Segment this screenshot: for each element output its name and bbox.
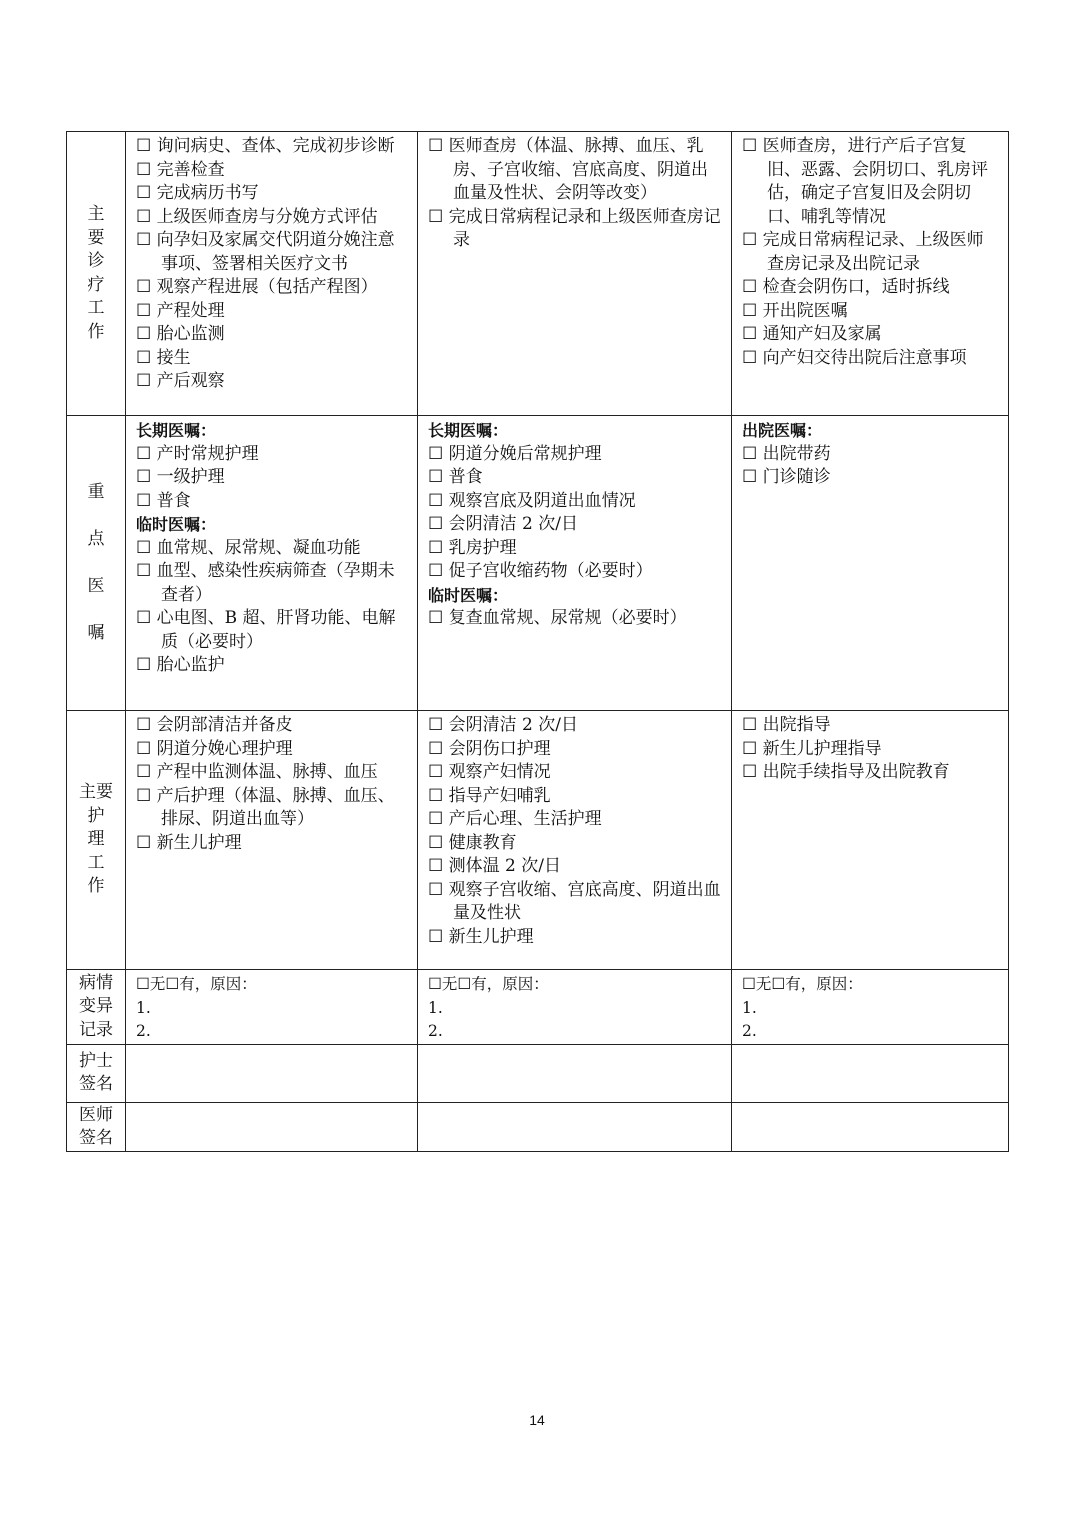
checklist-item[interactable]: ☐ 产后护理（体温、脉搏、血压、排尿、阴道出血等） [136, 785, 395, 829]
cell-col-1 [126, 970, 418, 1045]
variance-reason-line[interactable]: 2. [742, 1022, 757, 1040]
checklist-item[interactable]: ☐ 完善检查 [136, 159, 225, 180]
order-section-heading: 临时医嘱： [428, 585, 509, 605]
checklist-item[interactable]: ☐ 产时常规护理 [136, 443, 259, 464]
checklist-item[interactable]: ☐ 出院带药 [742, 443, 831, 464]
cell-col-3 [732, 416, 1009, 711]
checklist-item[interactable]: ☐ 普食 [428, 467, 483, 487]
signature-cell[interactable] [418, 1044, 732, 1102]
row-label-char: 嘱 [87, 623, 105, 643]
row-label [67, 1102, 126, 1151]
row-nurse-signature [67, 1044, 1009, 1102]
variance-reason-line[interactable]: 1. [742, 998, 757, 1017]
checklist-item[interactable]: ☐ 接生 [136, 347, 191, 368]
variance-checkbox-line[interactable]: ☐无☐有，原因： [742, 975, 863, 993]
checklist-item[interactable]: ☐ 完成病历书写 [136, 183, 259, 203]
row-label-char: 工 [87, 852, 105, 873]
checklist [732, 419, 1008, 490]
variance-lines [732, 973, 1008, 1044]
checklist-item[interactable]: ☐ 新生儿护理 [428, 926, 534, 947]
checklist-item[interactable]: ☐ 检查会阴伤口，适时拆线 [742, 277, 950, 297]
checklist-item[interactable]: ☐ 观察产妇情况 [428, 762, 551, 782]
cell-col-3 [732, 970, 1009, 1045]
checklist-item[interactable]: ☐ 产程处理 [136, 300, 225, 321]
row-label-text [88, 469, 105, 657]
row-label-char: 医 [87, 576, 105, 596]
variance-reason-line[interactable]: 1. [428, 998, 443, 1017]
signature-cell[interactable] [126, 1102, 418, 1151]
row-label [67, 1044, 126, 1102]
row-label [67, 711, 126, 970]
row-label-char: 疗 [87, 274, 105, 295]
cell-col-2 [418, 711, 732, 970]
checklist-item[interactable]: ☐ 新生儿护理 [136, 832, 242, 853]
checklist-item[interactable]: ☐ 乳房护理 [428, 537, 517, 558]
row-label-char: 重 [87, 482, 105, 502]
checklist-item[interactable]: ☐ 胎心监护 [136, 655, 225, 675]
checklist-item[interactable]: ☐ 新生儿护理指导 [742, 738, 882, 759]
row-main-nursing [67, 711, 1009, 970]
row-label-char: 护 [87, 805, 105, 826]
row-label-char: 病情 [79, 972, 113, 993]
checklist-item[interactable]: ☐ 一级护理 [136, 467, 225, 487]
checklist-item[interactable]: ☐ 门诊随诊 [742, 467, 831, 487]
checklist-item[interactable]: ☐ 观察子宫收缩、宫底高度、阴道出血量及性状 [428, 879, 721, 923]
row-label [67, 970, 126, 1045]
row-label-char: 诊 [87, 251, 105, 271]
cell-col-1 [126, 416, 418, 711]
checklist-item[interactable]: ☐ 医师查房（体温、脉搏、血压、乳房、子宫收缩、宫底高度、阴道出血量及性状、会阴等改变） [428, 136, 708, 203]
row-label [67, 132, 126, 416]
checklist-item[interactable]: ☐ 产程中监测体温、脉搏、血压 [136, 762, 378, 782]
checklist-item[interactable]: ☐ 完成日常病程记录和上级医师查房记录 [428, 206, 721, 250]
signature-cell[interactable] [126, 1044, 418, 1102]
row-label-text [88, 203, 105, 344]
checklist [126, 135, 417, 394]
checklist-item[interactable]: ☐ 向孕妇及家属交代阴道分娩注意事项、签署相关医疗文书 [136, 230, 395, 274]
row-variance-record [67, 970, 1009, 1045]
variance-reason-line[interactable]: 2. [136, 1022, 151, 1040]
row-label-text [79, 972, 113, 1043]
row-label-char: 点 [87, 529, 105, 549]
checklist [418, 135, 731, 253]
checklist-item[interactable]: ☐ 会阴清洁 2 次/日 [428, 514, 578, 534]
row-label-char: 理 [87, 829, 105, 850]
cell-col-2 [418, 132, 732, 416]
checklist [126, 419, 417, 678]
row-label-char: 变异 [79, 996, 113, 1016]
variance-lines [126, 973, 417, 1044]
checklist-item[interactable]: ☐ 询问病史、查体、完成初步诊断 [136, 136, 395, 156]
row-label-char: 作 [87, 321, 105, 342]
checklist-item[interactable]: ☐ 胎心监测 [136, 324, 225, 344]
checklist-item[interactable]: ☐ 产后观察 [136, 371, 225, 391]
checklist-item[interactable]: ☐ 指导产妇哺乳 [428, 785, 551, 806]
row-doctor-signature [67, 1102, 1009, 1151]
checklist-item[interactable]: ☐ 观察宫底及阴道出血情况 [428, 490, 636, 511]
checklist-item[interactable]: ☐ 促子宫收缩药物（必要时） [428, 561, 653, 581]
cell-col-2 [418, 416, 732, 711]
signature-cell[interactable] [732, 1102, 1009, 1151]
row-label-char: 主 [87, 204, 105, 224]
checklist-item[interactable]: ☐ 开出院医嘱 [742, 300, 848, 321]
signature-cell[interactable] [418, 1102, 732, 1151]
row-label [67, 416, 126, 711]
checklist-item[interactable]: ☐ 观察产程进展（包括产程图） [136, 277, 378, 297]
checklist-item[interactable]: ☐ 阴道分娩后常规护理 [428, 443, 602, 464]
checklist-item[interactable]: ☐ 普食 [136, 490, 191, 511]
row-main-treatment [67, 132, 1009, 416]
row-key-orders [67, 416, 1009, 711]
row-label-char: 作 [87, 876, 105, 897]
order-section-heading: 临时医嘱： [136, 515, 217, 534]
checklist-item[interactable]: ☐ 会阴部清洁并备皮 [136, 715, 293, 735]
checklist-item[interactable]: ☐ 向产妇交待出院后注意事项 [742, 347, 967, 368]
variance-checkbox-line[interactable]: ☐无☐有，原因： [428, 975, 549, 993]
row-label-char: 护士 [79, 1051, 113, 1071]
order-section-heading: 出院医嘱： [742, 421, 823, 440]
checklist-item[interactable]: ☐ 出院指导 [742, 715, 831, 735]
row-label-text [79, 781, 113, 899]
row-label-char: 记录 [79, 1019, 113, 1040]
row-label-text [79, 1104, 113, 1150]
row-label-char: 签名 [79, 1074, 113, 1094]
clinical-pathway-table [66, 131, 1009, 1152]
cell-col-3 [732, 711, 1009, 970]
checklist [732, 135, 1008, 370]
checklist-item[interactable]: ☐ 会阴清洁 2 次/日 [428, 715, 578, 735]
row-label-char: 工 [87, 298, 105, 318]
checklist-item[interactable]: ☐ 产后心理、生活护理 [428, 809, 602, 829]
checklist-item[interactable]: ☐ 阴道分娩心理护理 [136, 738, 293, 759]
cell-col-1 [126, 711, 418, 970]
checklist-item[interactable]: ☐ 复查血常规、尿常规（必要时） [428, 608, 687, 628]
signature-cell[interactable] [732, 1044, 1009, 1102]
cell-col-2 [418, 970, 732, 1045]
cell-col-3 [732, 132, 1009, 416]
row-label-char: 医师 [79, 1104, 113, 1125]
cell-col-1 [126, 132, 418, 416]
variance-lines [418, 973, 731, 1044]
row-label-char: 主要 [79, 782, 113, 803]
checklist [418, 419, 731, 631]
checklist-item[interactable]: ☐ 血型、感染性疾病筛查（孕期未查者） [136, 561, 395, 605]
checklist-item[interactable]: ☐ 健康教育 [428, 832, 517, 853]
row-label-text [79, 1050, 113, 1096]
variance-checkbox-line[interactable]: ☐无☐有，原因： [136, 975, 257, 993]
checklist [732, 714, 1008, 785]
row-label-char: 签名 [79, 1127, 113, 1148]
order-section-heading: 长期医嘱： [136, 421, 217, 440]
checklist-item[interactable]: ☐ 医师查房，进行产后子宫复旧、恶露、会阴切口、乳房评估，确定子宫复旧及会阴切口、哺乳等情况 [742, 136, 988, 227]
checklist-item[interactable]: ☐ 心电图、B 超、肝肾功能、电解质（必要时） [136, 608, 396, 652]
variance-reason-line[interactable]: 2. [428, 1022, 443, 1040]
row-label-char: 要 [87, 227, 105, 248]
page-number: 14 [529, 1412, 545, 1428]
order-section-heading: 长期医嘱： [428, 421, 509, 440]
variance-reason-line[interactable]: 1. [136, 998, 151, 1017]
checklist-item[interactable]: ☐ 测体温 2 次/日 [428, 856, 561, 876]
checklist-item[interactable]: ☐ 出院手续指导及出院教育 [742, 762, 950, 782]
checklist-item[interactable]: ☐ 血常规、尿常规、凝血功能 [136, 537, 361, 558]
checklist-item[interactable]: ☐ 上级医师查房与分娩方式评估 [136, 206, 378, 227]
checklist-item[interactable]: ☐ 完成日常病程记录、上级医师查房记录及出院记录 [742, 230, 984, 274]
checklist-item[interactable]: ☐ 通知产妇及家属 [742, 324, 882, 344]
checklist [126, 714, 417, 855]
checklist-item[interactable]: ☐ 会阴伤口护理 [428, 738, 551, 759]
checklist [418, 714, 731, 949]
